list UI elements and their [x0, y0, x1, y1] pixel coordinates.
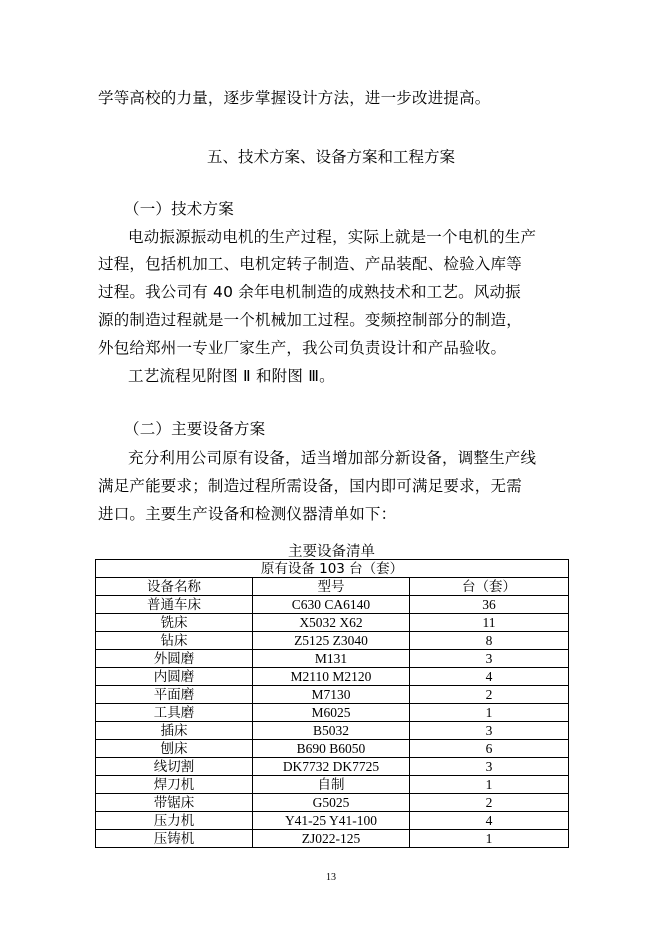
equipment-name-cell: 外圆磨: [96, 650, 253, 668]
table-row: [96, 776, 569, 794]
equipment-name-cell: 工具磨: [96, 704, 253, 722]
table-row: [96, 614, 569, 632]
equipment-name-cell: 焊刀机: [96, 776, 253, 794]
equipment-name-cell: 线切割: [96, 758, 253, 776]
model-cell: M6025: [253, 704, 410, 722]
paragraph-line: 过程。我公司有 40 余年电机制造的成熟技术和工艺。风动振: [98, 283, 521, 301]
column-header-model: 型号: [253, 578, 410, 596]
paragraph-line: 满足产能要求；制造过程所需设备，国内即可满足要求，无需: [98, 477, 522, 495]
table-row: [96, 704, 569, 722]
count-cell: 4: [410, 668, 569, 686]
model-cell: X5032 X62: [253, 614, 410, 632]
intro-tail-text: 学等高校的力量，逐步掌握设计方法，进一步改进提高。: [98, 89, 491, 107]
model-cell: ZJ022-125: [253, 830, 410, 848]
equipment-name-cell: 压铸机: [96, 830, 253, 848]
paragraph-line: 工艺流程见附图 Ⅱ 和附图 Ⅲ。: [128, 367, 335, 385]
equipment-name-cell: 内圆磨: [96, 668, 253, 686]
model-cell: G5025: [253, 794, 410, 812]
equipment-name-cell: 带锯床: [96, 794, 253, 812]
count-cell: 8: [410, 632, 569, 650]
paragraph-line: 充分利用公司原有设备，适当增加部分新设备，调整生产线: [128, 449, 537, 467]
equipment-table: [95, 559, 569, 848]
paragraph-line: 过程，包括机加工、电机定转子制造、产品装配、检验入库等: [98, 255, 522, 273]
model-cell: M2110 M2120: [253, 668, 410, 686]
column-header-name: 设备名称: [96, 578, 253, 596]
count-cell: 4: [410, 812, 569, 830]
table-row: [96, 812, 569, 830]
count-cell: 36: [410, 596, 569, 614]
paragraph-line: 源的制造过程就是一个机械加工过程。变频控制部分的制造，: [98, 311, 522, 329]
count-cell: 3: [410, 650, 569, 668]
subsection-2-title: （二）主要设备方案: [124, 420, 266, 438]
count-cell: 2: [410, 794, 569, 812]
table-header-row: [96, 578, 569, 596]
section-title: 五、技术方案、设备方案和工程方案: [206, 148, 455, 166]
count-cell: 1: [410, 776, 569, 794]
group-header-cell: 原有设备 103 台（套）: [96, 560, 569, 578]
count-cell: 1: [410, 704, 569, 722]
count-cell: 3: [410, 722, 569, 740]
count-cell: 3: [410, 758, 569, 776]
table-row: [96, 722, 569, 740]
count-cell: 1: [410, 830, 569, 848]
table-row: [96, 794, 569, 812]
equipment-name-cell: 铣床: [96, 614, 253, 632]
model-cell: DK7732 DK7725: [253, 758, 410, 776]
model-cell: Y41-25 Y41-100: [253, 812, 410, 830]
table-row: [96, 830, 569, 848]
subsection-1-title: （一）技术方案: [124, 200, 234, 218]
table-row: [96, 740, 569, 758]
table-row: [96, 650, 569, 668]
table-row: [96, 596, 569, 614]
paragraph-line: 进口。主要生产设备和检测仪器清单如下：: [98, 505, 397, 523]
table-group-header-row: [96, 560, 569, 578]
table-caption: 主要设备清单: [288, 544, 375, 560]
paragraph-line: 外包给郑州一专业厂家生产，我公司负责设计和产品验收。: [98, 339, 507, 357]
table-row: [96, 632, 569, 650]
table-row: [96, 686, 569, 704]
column-header-count: 台（套）: [410, 578, 569, 596]
model-cell: B5032: [253, 722, 410, 740]
equipment-name-cell: 平面磨: [96, 686, 253, 704]
count-cell: 2: [410, 686, 569, 704]
model-cell: 自制: [253, 776, 410, 794]
equipment-name-cell: 插床: [96, 722, 253, 740]
equipment-name-cell: 普通车床: [96, 596, 253, 614]
count-cell: 6: [410, 740, 569, 758]
model-cell: Z5125 Z3040: [253, 632, 410, 650]
paragraph-line: 电动振源振动电机的生产过程，实际上就是一个电机的生产: [128, 228, 537, 246]
count-cell: 11: [410, 614, 569, 632]
table-row: [96, 758, 569, 776]
equipment-name-cell: 钻床: [96, 632, 253, 650]
equipment-name-cell: 刨床: [96, 740, 253, 758]
page-number: 13: [326, 872, 336, 883]
model-cell: M131: [253, 650, 410, 668]
table-row: [96, 668, 569, 686]
model-cell: B690 B6050: [253, 740, 410, 758]
equipment-name-cell: 压力机: [96, 812, 253, 830]
model-cell: C630 CA6140: [253, 596, 410, 614]
model-cell: M7130: [253, 686, 410, 704]
